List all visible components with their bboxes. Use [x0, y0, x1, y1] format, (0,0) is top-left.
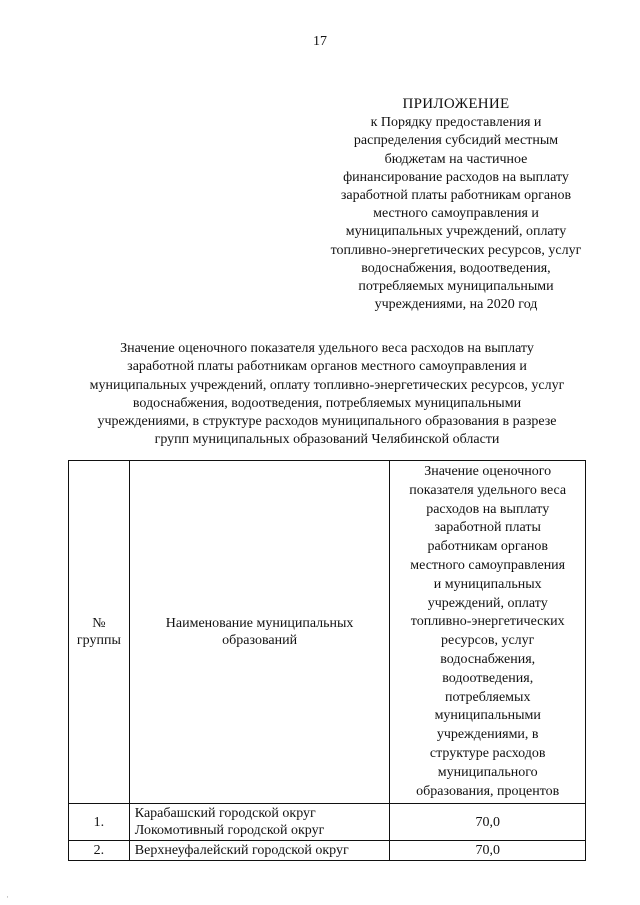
table-row [69, 804, 586, 841]
appendix-line: к Порядку предоставления и [370, 115, 542, 131]
page-number: 17 [313, 34, 327, 49]
appendix-line: муниципальных учреждений, оплату [345, 224, 567, 240]
table-row [69, 841, 586, 861]
appendix-block [318, 95, 594, 314]
heading-line: учреждениями, в структуре расходов муниципального образования в разрезе [97, 414, 557, 430]
row-group-number: 1. [69, 804, 130, 841]
heading-line: Значение оценочного показателя удельного веса расходов на выплату [120, 341, 534, 356]
appendix-line: распределения субсидий местным [353, 133, 559, 149]
heading-line: муниципальных учреждений, оплату топливно-энергетических ресурсов, услуг [89, 377, 565, 393]
appendix-line: финансирование расходов на выплату [343, 169, 569, 185]
heading-line: групп муниципальных образований Челябинской области [154, 432, 500, 448]
row-municipality-names: Верхнеуфалейский городской округ [129, 841, 390, 861]
appendix-line: местного самоуправления и [373, 206, 539, 222]
heading-line: водоснабжения, водоотведения, потребляемых муниципальными [132, 395, 522, 411]
appendix-title: ПРИЛОЖЕНИЕ [402, 96, 510, 112]
appendix-line: топливно-энергетических ресурсов, услуг [330, 242, 582, 258]
row-indicator-value: 70,0 [390, 804, 586, 841]
groups-table [68, 460, 586, 861]
row-indicator-value: 70,0 [390, 841, 586, 861]
appendix-line: потребляемых муниципальными [358, 279, 554, 295]
appendix-line: бюджетам на частичное [384, 151, 528, 167]
appendix-line: водоснабжения, водоотведения, [361, 260, 551, 276]
row-municipality-names: Карабашский городской округ Локомотивный городской округ [129, 804, 390, 841]
header-indicator-value: Значение оценочного показателя удельного веса расходов на выплату заработной платы работникам органов местного самоуправления и муниципальных учреждений, оплату топливно-энергетических ресурсов, услуг водоснабжения, водоотведения, потребляемых муниципальными учреждениями, в структуре расходов муниципального образования, процентов [390, 461, 586, 804]
header-group-number: № группы [69, 461, 130, 804]
appendix-line: учреждениями, на 2020 год [374, 297, 538, 313]
document-heading [62, 340, 592, 450]
scan-corner-mark: · [6, 892, 9, 902]
header-municipality-name: Наименование муниципальных образований [129, 461, 390, 804]
appendix-line: заработной платы работникам органов [340, 188, 572, 204]
heading-line: заработной платы работникам органов местного самоуправления и [127, 359, 527, 375]
row-group-number: 2. [69, 841, 130, 861]
table-header-row [69, 461, 586, 804]
